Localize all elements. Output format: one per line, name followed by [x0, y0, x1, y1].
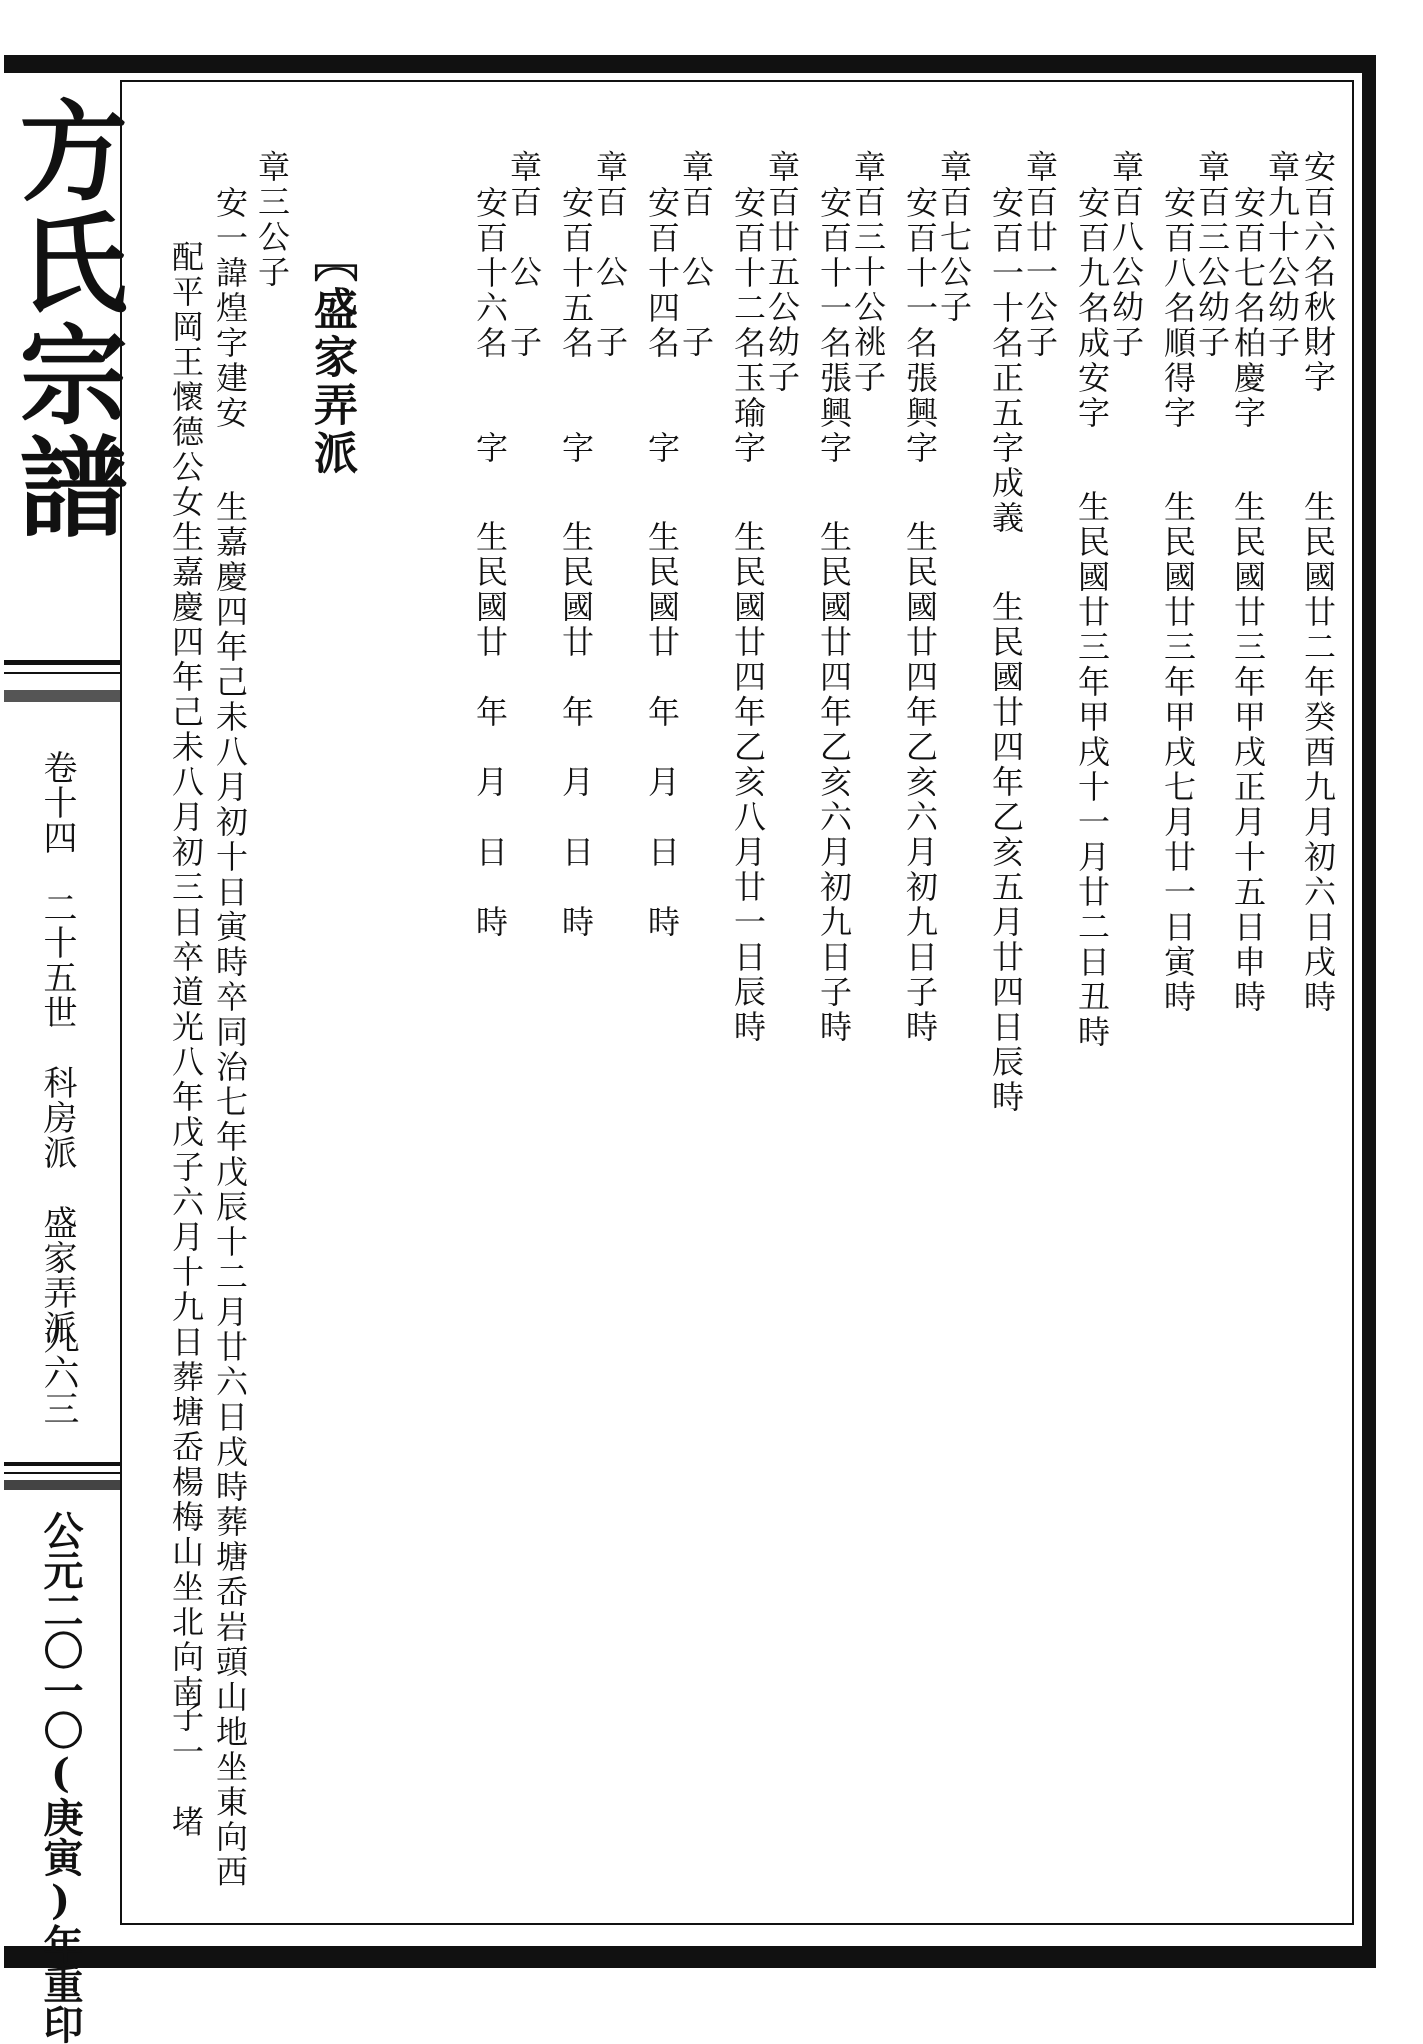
- father-line: 章九十公幼子: [1263, 150, 1301, 360]
- person-name: 安百八名順得字: [1159, 186, 1197, 431]
- birth-record: 生民國廿四年乙亥六月初九日子時: [815, 520, 853, 1045]
- father-line: 章百三十公祧子: [849, 150, 887, 395]
- birth-record: 生民國廿 年 月 日 時: [643, 520, 681, 940]
- father-line: 章百廿一公子: [1021, 150, 1059, 360]
- person-name: 安百十一名張興字: [901, 186, 939, 466]
- father-line: 章百八公幼子: [1107, 150, 1145, 360]
- margin-divider: [4, 672, 120, 674]
- margin-divider: [4, 660, 120, 665]
- father-line: 章百七公子: [935, 150, 973, 325]
- birth-record: 生民國廿四年乙亥八月廿一日辰時: [729, 520, 767, 1045]
- person-name: 安百一十名正五字成義: [987, 186, 1025, 536]
- volume-line: 卷十四 二十五世 科房派 盛家弄派: [37, 750, 77, 1345]
- birth-record: 生民國廿 年 月 日 時: [471, 520, 509, 940]
- father-line: 章百廿五公幼子: [763, 150, 801, 395]
- birth-record: 生民國廿三年甲戌十一月廿二日丑時: [1073, 490, 1111, 1050]
- person-name: 安百七名柏慶字: [1229, 186, 1267, 431]
- margin-divider: [4, 1480, 120, 1490]
- birth-record: 生民國廿三年甲戌正月十五日申時: [1229, 490, 1267, 1015]
- person-name: 安百十四名 字: [643, 186, 681, 466]
- birth-record: 生民國廿四年乙亥六月初九日子時: [901, 520, 939, 1045]
- right-border: [1362, 55, 1376, 1968]
- bottom-border: [4, 1946, 1376, 1968]
- reprint-note: 公元二〇一〇(庚寅)年重印: [37, 1510, 84, 2044]
- children-record: 子一 堵: [167, 1700, 205, 1840]
- person-name: 安百十五名 字: [557, 186, 595, 466]
- birth-record: 生民國廿四年乙亥五月廿四日辰時: [987, 590, 1025, 1115]
- birth-death-record: 生嘉慶四年己未八月初十日寅時卒同治七年戊辰十二月廿六日戌時葬塘岙岩頭山地坐東向西: [211, 490, 249, 1890]
- margin-divider: [4, 1462, 120, 1466]
- section-heading: 〖盛家弄派: [306, 238, 357, 478]
- person-name: 安百十二名玉瑜字: [729, 186, 767, 466]
- father-line: 章百 公 子: [505, 150, 543, 360]
- birth-record: 生民國廿 年 月 日 時: [557, 520, 595, 940]
- book-title: 方氏宗譜: [1, 95, 127, 543]
- person-name: 安百十六名 字: [471, 186, 509, 466]
- margin-divider: [4, 1472, 120, 1474]
- father-line: 章百 公 子: [677, 150, 715, 360]
- person-name: 安百十一名張興字: [815, 186, 853, 466]
- father-line: 章百三公幼子: [1193, 150, 1231, 360]
- person-name: 安百六名秋財字: [1299, 150, 1337, 395]
- father-line: 章百 公 子: [591, 150, 629, 360]
- birth-record: 生民國廿二年癸酉九月初六日戌時: [1299, 490, 1337, 1015]
- margin-divider: [4, 690, 120, 702]
- spouse-record: 配平岡王懷德公女生嘉慶四年己未八月初三日卒道光八年戊子六月十九日葬塘岙楊梅山坐北向南: [167, 240, 205, 1710]
- person-name: 安百九名成安字: [1073, 186, 1111, 431]
- person-name: 安一諱煌字建安: [211, 186, 249, 431]
- birth-record: 生民國廿三年甲戌七月廿一日寅時: [1159, 490, 1197, 1015]
- page-number: 九六三: [38, 1318, 79, 1426]
- top-border: [4, 55, 1376, 73]
- father-line: 章三公子: [253, 150, 291, 290]
